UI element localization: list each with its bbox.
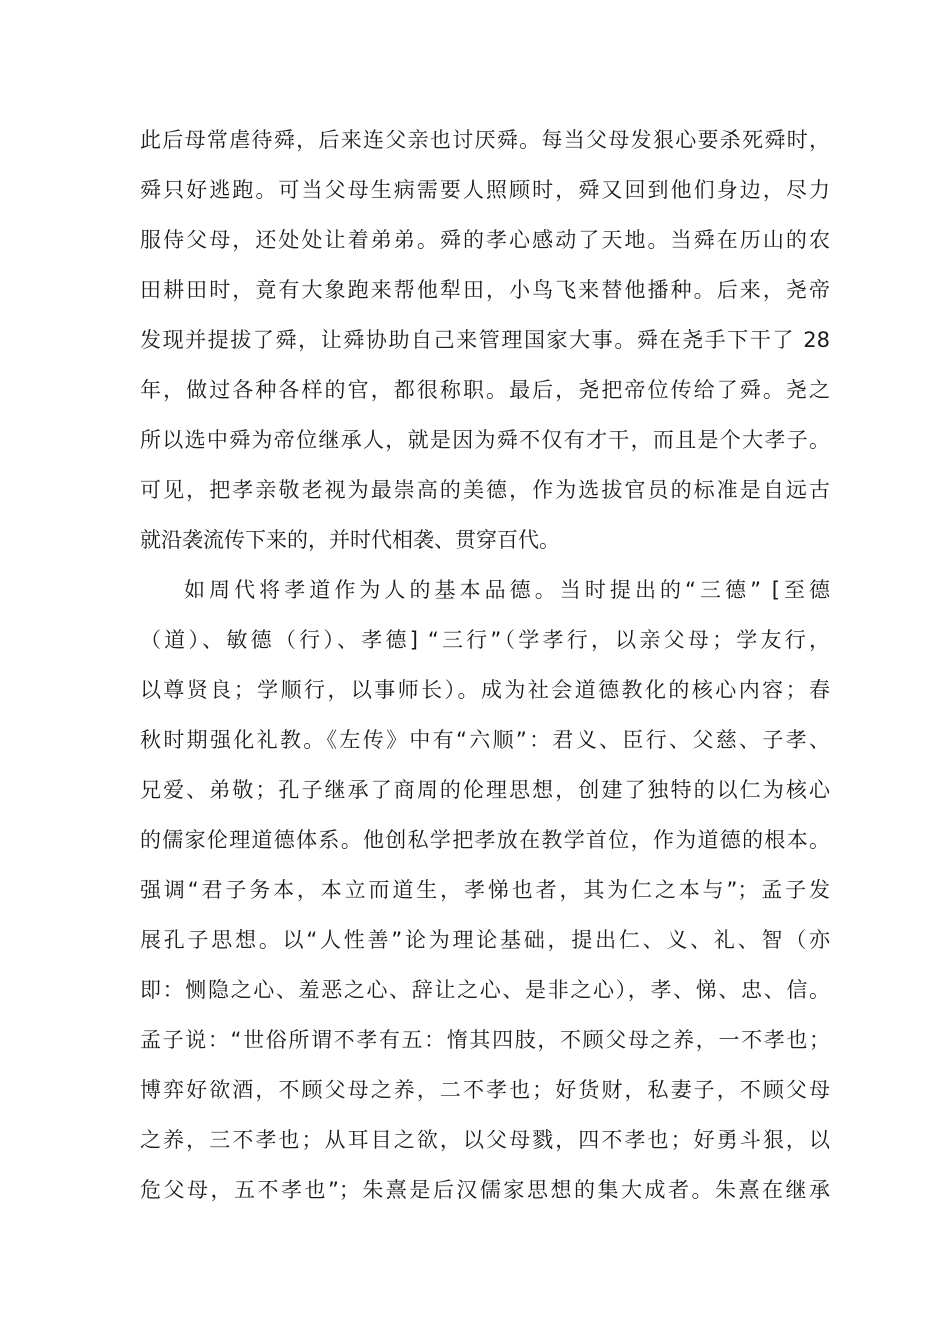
text-line: 危父母，五不孝也”；朱熹是后汉儒家思想的集大成者。朱熹在继承 bbox=[140, 1178, 830, 1202]
text-line: 服侍父母，还处处让着弟弟。舜的孝心感动了天地。当舜在历山的农 bbox=[140, 228, 830, 252]
text-line: 秋时期强化礼教。《左传》中有“六顺”：君义、臣行、父慈、子孝、 bbox=[140, 728, 830, 752]
text-line: 博弈好欲酒，不顾父母之养，二不孝也；好货财，私妻子，不顾父母 bbox=[140, 1078, 830, 1102]
text-line: 舜只好逃跑。可当父母生病需要人照顾时，舜又回到他们身边，尽力 bbox=[140, 178, 830, 202]
text-line: （道）、敏德（行）、孝德] “三行”（学孝行，以亲父母；学友行， bbox=[140, 628, 830, 652]
text-line: 田耕田时，竟有大象跑来帮他犁田，小鸟飞来替他播种。后来，尧帝 bbox=[140, 278, 830, 302]
text-line: 发现并提拔了舜，让舜协助自己来管理国家大事。舜在尧手下干了 28 bbox=[140, 328, 830, 352]
text-line: 年，做过各种各样的官，都很称职。最后，尧把帝位传给了舜。尧之 bbox=[140, 378, 830, 402]
text-line: 之养，三不孝也；从耳目之欲，以父母戮，四不孝也；好勇斗狠，以 bbox=[140, 1128, 830, 1152]
paragraph-first-line: 如周代将孝道作为人的基本品德。当时提出的“三德” [至德 bbox=[184, 578, 830, 602]
text-line: 展孔子思想。以“人性善”论为理论基础，提出仁、义、礼、智（亦 bbox=[140, 928, 830, 952]
text-line: 的儒家伦理道德体系。他创私学把孝放在教学首位，作为道德的根本。 bbox=[140, 828, 830, 852]
text-line: 强调“君子务本，本立而道生，孝悌也者，其为仁之本与”；孟子发 bbox=[140, 878, 830, 902]
text-line: 兄爱、弟敬；孔子继承了商周的伦理思想，创建了独特的以仁为核心 bbox=[140, 778, 830, 802]
text-line: 可见，把孝亲敬老视为最崇高的美德，作为选拔官员的标准是自远古 bbox=[140, 478, 830, 502]
text-line: 所以选中舜为帝位继承人，就是因为舜不仅有才干，而且是个大孝子。 bbox=[140, 428, 830, 452]
text-line: 即：恻隐之心、羞恶之心、辞让之心、是非之心），孝、悌、忠、信。 bbox=[140, 978, 830, 1002]
text-line: 孟子说：“世俗所谓不孝有五：惰其四肢，不顾父母之养，一不孝也； bbox=[140, 1028, 830, 1052]
text-line: 此后母常虐待舜，后来连父亲也讨厌舜。每当父母发狠心要杀死舜时， bbox=[140, 128, 830, 152]
text-line: 以尊贤良；学顺行，以事师长）。成为社会道德教化的核心内容；春 bbox=[140, 678, 830, 702]
text-line: 就沿袭流传下来的，并时代相袭、贯穿百代。 bbox=[140, 528, 560, 552]
